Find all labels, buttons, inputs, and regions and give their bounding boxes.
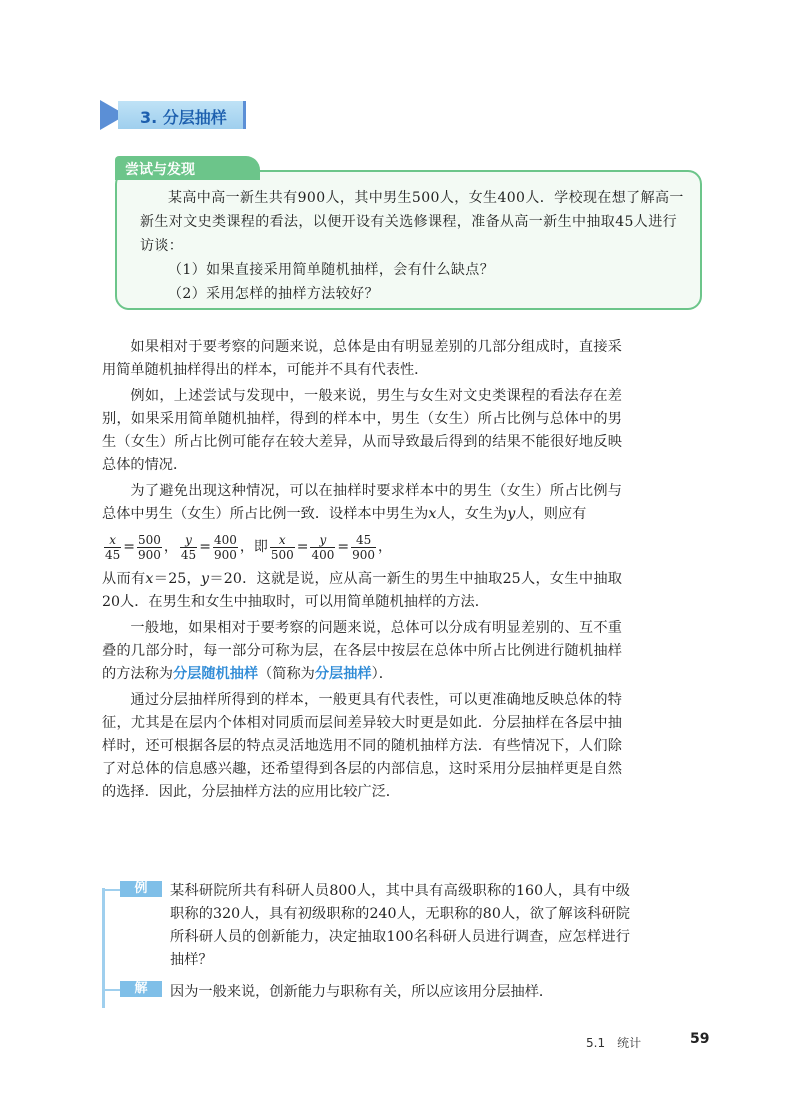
main-body [102,336,622,807]
paragraph-2: 例如，上述尝试与发现中，一般来说，男生与女生对文史类课程的看法存在差别，如果采用简单随机抽样，得到的样本中，男生（女生）所占比例与总体中的男生（女生）所占比例可能存在较大差异，从而导致最后得到的结果不能很好地反映总体的情况． [102,388,622,473]
fraction-x-500: $\frac{x}{500}$ [270,532,294,562]
solution-connector [102,989,122,991]
fraction-500-900: $\frac{500}{900}$ [138,532,161,562]
solution-label: 解 [120,981,162,997]
paragraph-4: 从而有x＝25，y＝20．这就是说，应从高一新生的男生中抽取25人，女生中抽取20人．在男生和女生中抽取时，可以用简单随机抽样的方法． [102,571,622,610]
footer-section: 5.1 统计 [586,1036,642,1050]
try-and-discover-label: 尝试与发现 [125,162,195,178]
solution-text: 因为一般来说，创新能力与职称有关，所以应该用分层抽样． [170,984,554,1000]
term-stratified-sampling: 分层抽样 [314,666,372,682]
section-title: 3. 分层抽样 [140,108,227,127]
example-text: 某科研院所共有科研人员800人，其中具有高级职称的160人，具有中级职称的320人，具有初级职称的240人，无职称的80人，欲了解该科研院所科研人员的创新能力，决定抽取100名科研人员进行调查，应怎样进行抽样？ [170,883,630,968]
solution-content [170,981,630,1004]
try-and-discover-tab [115,156,260,180]
paragraph-6: 通过分层抽样所得到的样本，一般更具有代表性，可以更准确地反映总体的特征，尤其是在层内个体相对同质而层间差异较大时更是如此．分层抽样在各层中抽样时，还可根据各层的特点灵活地选用不同的随机抽样方法．有些情况下，人们除了对总体的信息感兴趣，还希望得到各层的内部信息，这时采用分层抽样更是自然的选择．因此，分层抽样方法的应用比较广泛． [102,692,622,800]
try-question-2: （2）采用怎样的抽样方法较好？ [168,286,379,302]
fraction-x-45: $\frac{x}{45}$ [105,532,121,562]
try-and-discover-content [140,186,690,306]
fraction-400-900: $\frac{400}{900}$ [213,532,237,562]
fraction-45-900: $\frac{45}{900}$ [352,532,376,562]
paragraph-1: 如果相对于要考察的问题来说，总体是由有明显差别的几部分组成时，直接采用简单随机抽样得出的样本，可能并不具有代表性． [102,339,622,378]
try-intro: 某高中高一新生共有900人，其中男生500人，女生400人．学校现在想了解高一新生对文史类课程的看法，以便开设有关选修课程，准备从高一新生中抽取45人进行访谈： [140,190,684,254]
page-number: 59 [690,1031,710,1047]
proportion-formula: $\frac{x}{45}$ = $\frac{500}{900}$ ， $\frac{y}{45}$ = $\frac{400}{900}$ ，即 $\frac{x}{500}$ = $\frac{y}{400}$ = $\frac{45}{900}$ ， [105,532,393,562]
paragraph-3: 为了避免出现这种情况，可以在抽样时要求样本中的男生（女生）所占比例与总体中男生（女生）所占比例一致．设样本中男生为x人，女生为y人，则应有 [102,483,622,522]
example-content [170,880,630,972]
example-connector [102,889,122,891]
paragraph-5: 一般地，如果相对于要考察的问题来说，总体可以分成有明显差别的、互不重叠的几部分时，每一部分可称为层，在各层中按层在总体中所占比例进行随机抽样的方法称为分层随机抽样（简称为分层抽样）． [102,620,622,682]
try-question-1: （1）如果直接采用简单随机抽样，会有什么缺点？ [168,262,495,278]
var-x: x [428,506,437,522]
example-label: 例 [120,881,162,897]
term-stratified-random-sampling: 分层随机抽样 [172,666,259,682]
fraction-y-45: $\frac{y}{45}$ [180,532,197,562]
fraction-y-400: $\frac{y}{400}$ [311,532,335,562]
var-y: y [507,506,516,522]
section-heading [100,100,250,130]
